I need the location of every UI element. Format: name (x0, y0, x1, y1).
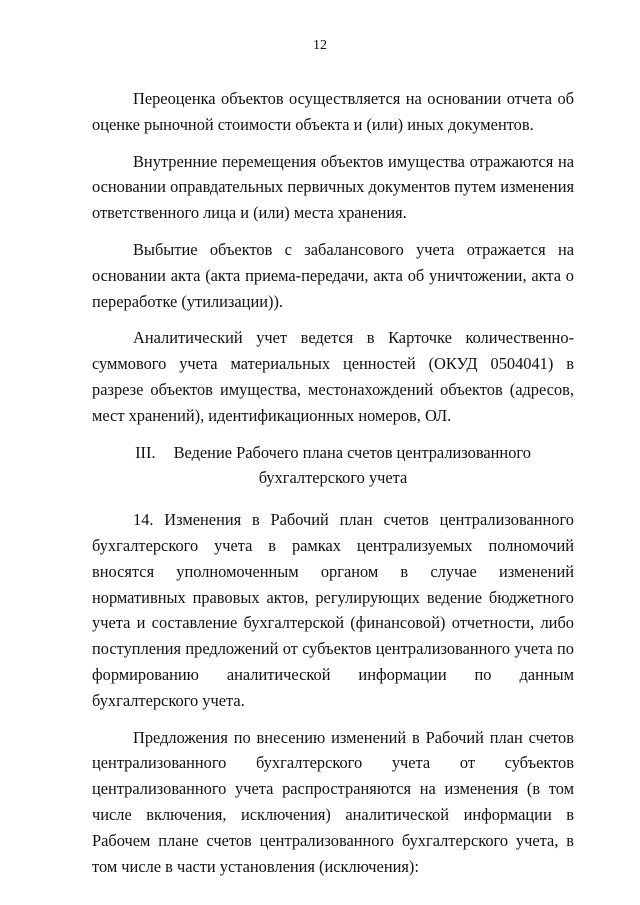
paragraph-analytical-accounting: Аналитический учет ведется в Карточке количественно-суммового учета материальных ценностей (ОКУД 0504041) в разрезе объектов имущества, местонахождений объектов (адресов, мест хранений), идентификационных номеров, ОЛ. (92, 328, 574, 425)
page-number: 12 (313, 38, 327, 53)
paragraph-item-14: 14. Изменения в Рабочий план счетов централизованного бухгалтерского учета в рамках централизуемых полномочий вносятся уполномоченным органом в случае изменений нормативных правовых актов, регулирующих ведение бюджетного учета и составление бухгалтерской (финансовой) отчетности, либо поступления предложений от субъектов централизованного учета по формированию аналитической информации по данным бухгалтерского учета. (92, 510, 574, 710)
section-heading-line-1 (92, 440, 574, 466)
section-heading (92, 440, 574, 492)
section-title-line-2: бухгалтерского учета (258, 468, 408, 488)
paragraph-proposals: Предложения по внесению изменений в Рабочий план счетов централизованного бухгалтерского учета от субъектов централизованного учета распространяются на изменения (в том числе включения, исключения) аналитической информации в Рабочем плане счетов централизованного бухгалтерского учета, в том числе в части установления (исключения): (92, 727, 574, 876)
section-number: III. (135, 442, 156, 462)
paragraph-internal-transfers: Внутренние перемещения объектов имущества отражаются на основании оправдательных первичных документов путем изменения ответственного лица и (или) места хранения. (92, 151, 574, 223)
paragraph-revaluation: Переоценка объектов осуществляется на основании отчета об оценке рыночной стоимости объекта и (или) иных документов. (92, 89, 574, 134)
section-title-line-1: Ведение Рабочего плана счетов централизованного (173, 442, 531, 462)
paragraph-disposal: Выбытие объектов с забалансового учета отражается на основании акта (акта приема-передачи, акта об уничтожении, акта о переработке (утилизации)). (92, 239, 574, 311)
document-body (92, 86, 574, 890)
